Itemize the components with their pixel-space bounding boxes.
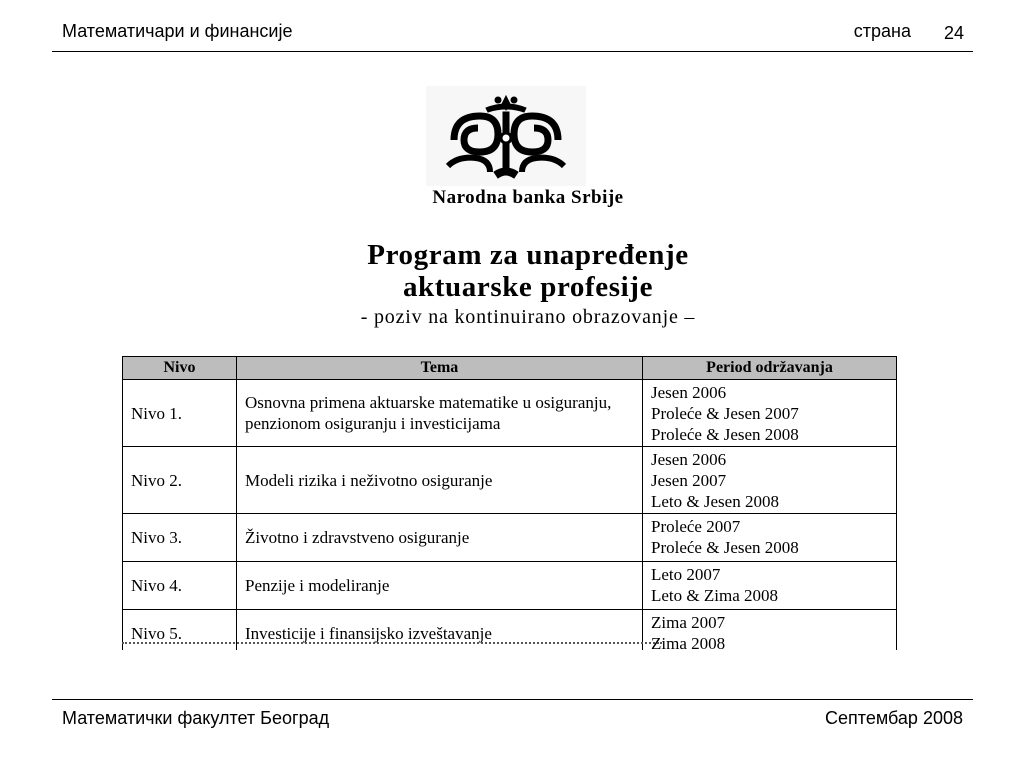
period-entry: Zima 2007 (651, 613, 726, 632)
period-entry: Leto & Jesen 2008 (651, 492, 779, 511)
footer-institution: Математички факултет Београд (62, 708, 330, 728)
table-row (123, 514, 897, 562)
period-entry: Proleće & Jesen 2008 (651, 425, 799, 444)
document-heading-block (288, 76, 768, 338)
document-title-line-2: aktuarske profesije (402, 271, 654, 303)
table-row (123, 380, 897, 447)
nivo-cell: Nivo 4. (123, 562, 237, 610)
table-row (123, 447, 897, 514)
tema-cell: Investicije i finansijsko izveštavanje (237, 610, 643, 651)
page-number: 24 (943, 23, 964, 43)
tema-cell: Penzije i modeliranje (237, 562, 643, 610)
emblem-monogram-icon (440, 94, 572, 180)
nivo-cell: Nivo 1. (123, 380, 237, 447)
period-entry: Leto & Zima 2008 (651, 586, 779, 605)
slide-title: Математичари и финансије (62, 21, 293, 41)
tema-cell: Životno i zdravstveno osiguranje (237, 514, 643, 562)
period-entry: Proleće 2007 (651, 517, 741, 536)
period-entry: Jesen 2006 (651, 383, 727, 402)
footer-date: Септембар 2008 (825, 708, 963, 728)
nivo-cell: Nivo 3. (123, 514, 237, 562)
table-header-row (123, 357, 897, 380)
nivo-cell: Nivo 5. (123, 610, 237, 651)
period-entry: Proleće & Jesen 2007 (651, 404, 799, 423)
bank-emblem-icon (426, 86, 586, 186)
period-cell (643, 562, 897, 610)
column-header-tema: Tema (237, 357, 643, 380)
column-header-nivo: Nivo (123, 357, 237, 380)
table-row (123, 562, 897, 610)
page-label: страна (853, 21, 911, 41)
period-entry: Jesen 2007 (651, 471, 727, 490)
document-subtitle: - poziv na kontinuirano obrazovanje – (360, 306, 696, 328)
bank-name: Narodna banka Srbije (432, 187, 624, 208)
period-cell (643, 514, 897, 562)
period-cell (643, 447, 897, 514)
column-header-period: Period održavanja (643, 357, 897, 380)
slide-footer (52, 699, 973, 740)
period-entry: Zima 2008 (651, 634, 726, 650)
tema-cell: Modeli rizika i neživotno osiguranje (237, 447, 643, 514)
slide-header (52, 18, 973, 52)
period-cell (643, 610, 897, 651)
course-schedule-table (122, 356, 897, 650)
period-entry: Proleće & Jesen 2008 (651, 538, 799, 557)
period-cell (643, 380, 897, 447)
period-entry: Leto 2007 (651, 565, 721, 584)
cropped-footnote (122, 642, 662, 650)
scanned-document (110, 68, 900, 650)
document-title-line-1: Program za unapređenje (367, 239, 689, 271)
nivo-cell: Nivo 2. (123, 447, 237, 514)
period-entry: Jesen 2006 (651, 450, 727, 469)
tema-cell: Osnovna primena aktuarske matematike u osiguranju, penzionom osiguranju i investicijama (237, 380, 643, 447)
